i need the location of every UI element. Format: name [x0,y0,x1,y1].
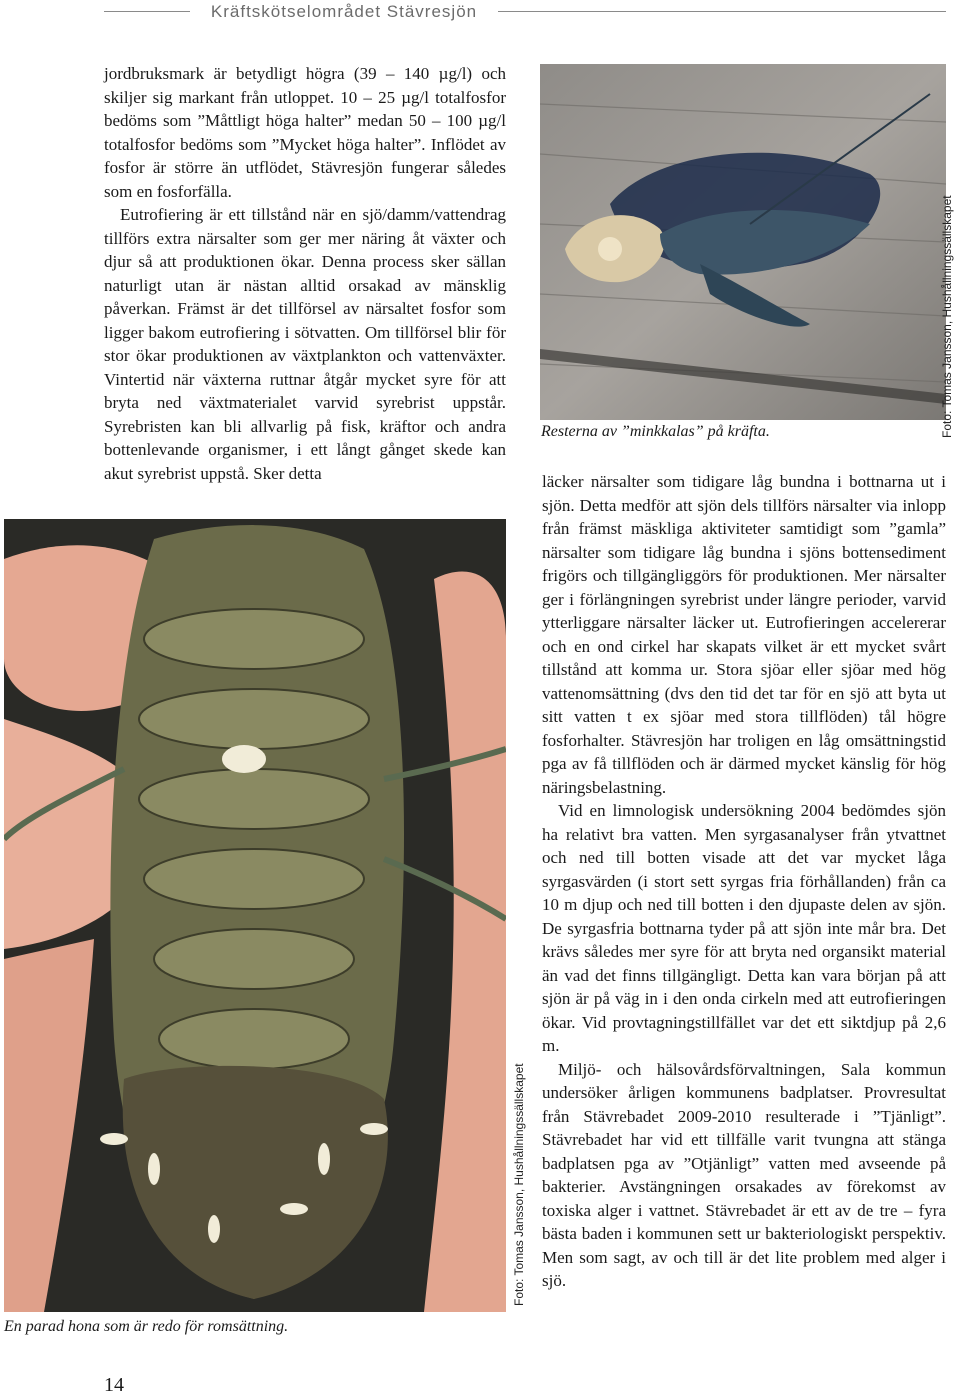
header-rule-left [104,11,190,12]
body-paragraph: läcker närsalter som tidigare låg bundna i bottnarna ut i sjön. Detta medför att sjön dels tillförs närsalter via inlopp från främst mäskliga aktiviteter samtidigt som ”gamla” närsalter som tidigare låg bundna i sjöns bottensediment frigörs och tillgängliggörs för produktionen. Mer närsalter ger i förlängningen syrebrist under längre perioder, varvid ytterliggare närsalter läcker ut. Eutrofieringen accelererar och en ond cirkel har skapats vilket är ett mycket svårt tillstånd att komma ur. Stora sjöar eller sjöar med hög vattenomsättning (dvs den tid det tar för en sjö att byta ut sitt vatten t ex sjöar med stora tillflöden) tål högre fosforhalter. Stävresjön har troligen en låg omsättningstid pga av få tillflöden och är därmed mycket känslig för hög näringsbelastning. [542,472,946,797]
body-paragraph: Miljö- och hälsovårdsförvaltningen, Sala kommun undersöker årligen kommunens badplatser. Provresultat från Stävrebadet 2009-2010 resulterade i ”Tjänligt”. Stävrebadet har vid ett tillfälle varit tvungna att stänga badplatsen pga av ”Otjänligt” vatten med avseende på bakterier. Avstängningen orsakades av förekomst av toxiska alger i vattnet. Stävrebadet är ett av de tre – fyra bästa baden i kommunen sett ur bakteriologiskt perspektiv. Men som sagt, av och till är det lite problem med alger i sjö. [542,1059,946,1290]
body-paragraph: Vid en limnologisk undersökning 2004 bedömdes sjön ha relativt bra vatten. Men syrgasanalyser från ytvattnet och ned till botten visade att det var mycket låga syrgasvärden (i stort sett syrgas fria förhållanden) från ca 10 m djup och ned till botten i den djupaste delen av sjön. De syrgasfria bottnarna tyder på att sjön inte mår bra. Det krävs således mer syre för att bryta ned organsikt material än vad det finns tillgängligt. Detta kan vara början på att sjön är på väg in i den onda cirkeln med att eutrofieringen ökar. Vid provtagningstillfället var det ett siktdjup på 2,6 m. [542,801,946,1055]
right-text-column [542,470,946,1293]
crayfish-underside-photo [4,519,506,1312]
crayfish-remains-photo [540,64,946,420]
photo-caption-top: Resterna av ”minkkalas” på kräfta. [541,423,770,440]
body-paragraph: Eutrofiering är ett tillstånd när en sjö/damm/vattendrag tillförs extra närsalter som ger mer näring åt växter och djur så att produktionen ökar. Denna process sker sällan naturligt utan är nästan alltid orsakad av mänsklig påverkan. Främst är det tillförsel av närsaltet fosfor som ligger bakom eutrofiering i sötvatten. Om tillförsel blir för stor ökar produktionen av växtplankton och vattenväxter. Vintertid när växterna ruttnar åtgår mycket syre för att bryta ned växtmaterialet varvid syrebrist uppstår. Syrebristen kan bli allvarlig på fisk, kräftor och andra bottenlevande organismer, i ett långt gånget skede kan akut syrebrist uppstå. Sker detta [104,205,506,483]
left-text-column [104,62,506,485]
photo-credit-bottom: Foto: Tomas Jansson, Hushållningssällskapet [512,1063,526,1306]
body-paragraph: jordbruksmark är betydligt högra (39 – 140 µg/l) och skiljer sig markant från utloppet. 10 – 25 µg/l totalfosfor bedöms som ”Måttligt höga halter” medan 50 – 100 µg/l totalfosfor bedöms som ”Mycket höga halter”. Inflödet av fosfor är större än utflödet, Stävresjön fungerar således som en fosforfälla. [104,64,506,201]
header-rule-right [498,11,946,12]
running-header: Kräftskötselområdet Stävresjön [210,2,478,21]
page-number: 14 [104,1374,124,1396]
photo-caption-bottom: En parad hona som är redo för romsättning. [4,1318,289,1335]
photo-credit-top: Foto: Tomas Jansson, Hushållningssällskapet [940,195,954,438]
